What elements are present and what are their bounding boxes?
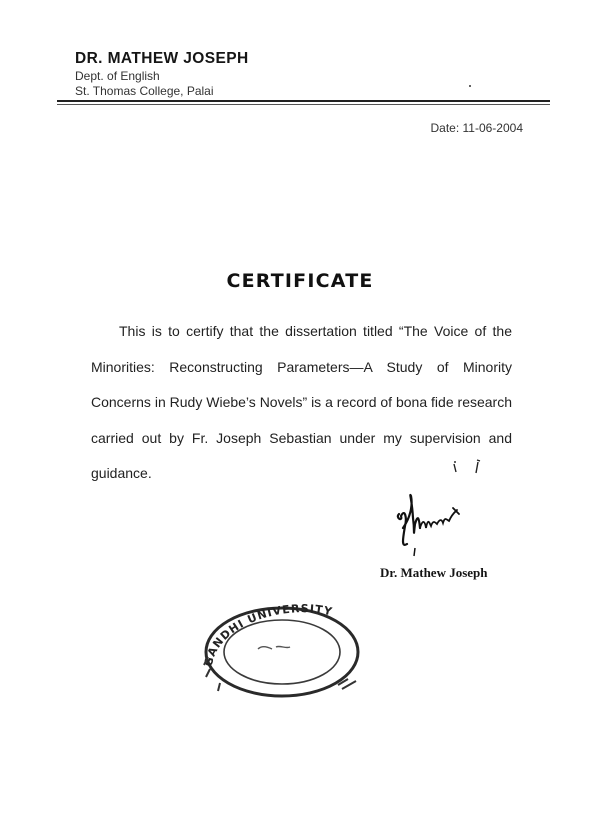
letterhead-name: DR. MATHEW JOSEPH: [75, 50, 249, 67]
seal-text: GANDHI UNIVERSITY: [201, 602, 335, 668]
letterhead: [75, 50, 249, 98]
letterhead-department: Dept. of English: [75, 69, 160, 83]
header-rule-thick: [57, 100, 550, 102]
certificate-title: CERTIFICATE: [226, 270, 374, 292]
signatory-name: Dr. Mathew Joseph: [380, 565, 488, 580]
pen-marks: [445, 458, 495, 488]
speck: [469, 85, 471, 87]
certificate-body: This is to certify that the dissertation titled “The Voice of the Minorities: Reconstructing Parameters—A Study of Minority Concerns in Rudy Wiebe’s Novels” is a record of bona fide research carried out by Fr. Joseph Sebastian under my supervision and guidance.: [91, 323, 512, 481]
svg-text:GANDHI UNIVERSITY: [202, 602, 334, 667]
letterhead-college: St. Thomas College, Palai: [75, 84, 214, 98]
university-seal-stamp: [198, 597, 368, 702]
signature-image: [385, 488, 485, 563]
header-rule-thin: [57, 104, 550, 105]
certificate-date: Date: 11-06-2004: [430, 121, 523, 135]
